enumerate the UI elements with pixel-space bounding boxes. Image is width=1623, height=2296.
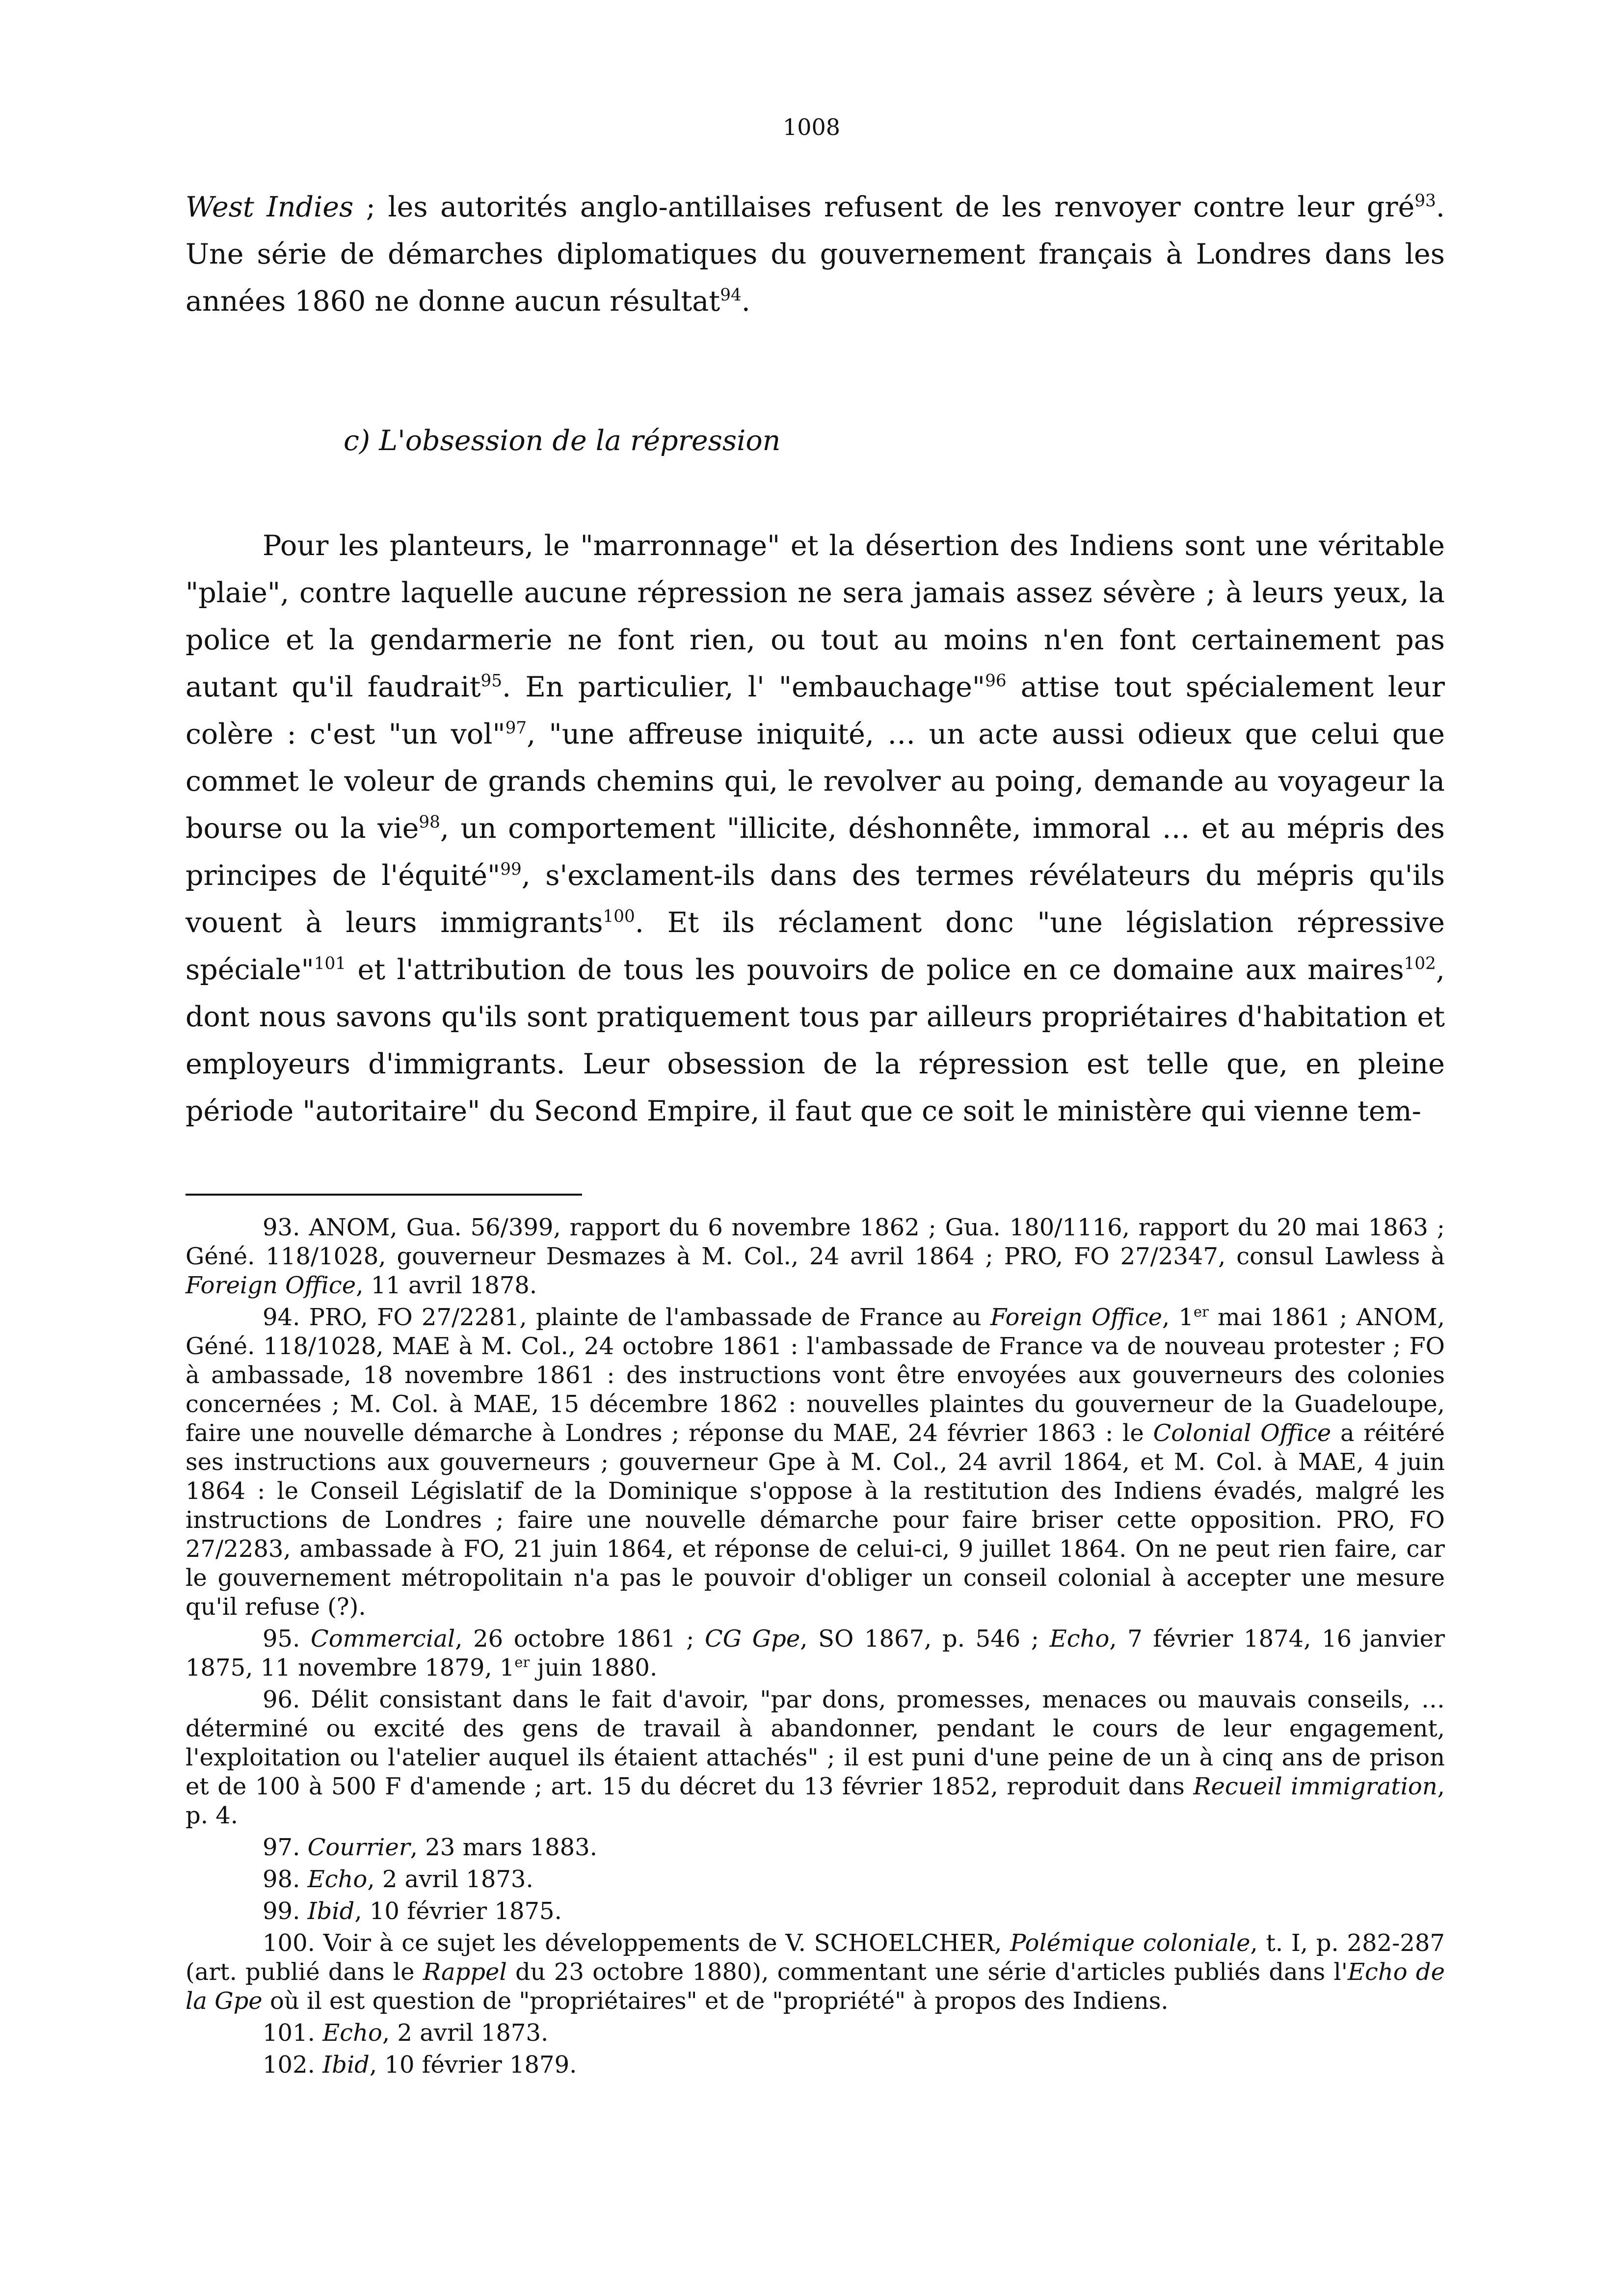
body-span: Pour les planteurs, le "marronnage" et la désertion des Indiens sont une véritable "plaie", contre laquelle aucune répression ne sera jamais assez sévère ; à leurs yeux, la police et la gendarmerie ne font rien, ou tout au moins n'en font certainement pas autant qu'il faudrait bbox=[186, 530, 1445, 703]
fn-italic: Recueil immigration bbox=[1193, 1773, 1437, 1800]
intro-span: . bbox=[741, 285, 750, 318]
body-paragraph bbox=[186, 522, 1445, 1135]
footnote-95 bbox=[186, 1625, 1445, 1682]
footnote-102 bbox=[186, 2051, 1445, 2080]
body-span: et l'attribution de tous les pouvoirs de police en ce domaine aux maires bbox=[346, 954, 1404, 986]
fn-italic: Foreign Office bbox=[990, 1304, 1162, 1331]
body-span: . En particulier, l' "embauchage" bbox=[502, 671, 985, 703]
fn-span: 100. Voir à ce sujet les développements de V. SCHOELCHER, bbox=[263, 1929, 1011, 1957]
intro-span: ; les autorités anglo-antillaises refusent de les renvoyer contre leur gré bbox=[353, 191, 1415, 223]
fn-span: , 10 février 1879. bbox=[369, 2051, 577, 2079]
section-heading: c) L'obsession de la répression bbox=[344, 425, 781, 457]
body-span: , dont nous savons qu'ils sont pratiquement tous par ailleurs propriétaires d'habitation et employeurs d'immigrants. Leur obsession de la répression est telle que, en pleine période "autoritaire" du Second Empire, il faut que ce soit le ministère qui vienne tem- bbox=[186, 954, 1445, 1127]
fn-italic: Ibid bbox=[322, 2051, 370, 2079]
fn-span: , 10 février 1875. bbox=[354, 1897, 562, 1925]
fn-span: 102. bbox=[263, 2051, 323, 2079]
fn-span: , 2 avril 1873. bbox=[367, 1866, 533, 1893]
fn-italic: Commercial bbox=[310, 1625, 455, 1653]
fn-italic: Polémique coloniale bbox=[1010, 1929, 1251, 1957]
fn-italic: Foreign Office bbox=[186, 1272, 356, 1299]
body-span: attise tout spécialement leur colère : c'est "un vol" bbox=[186, 671, 1445, 750]
footnote-96 bbox=[186, 1685, 1445, 1830]
fn-superscript: er bbox=[514, 1654, 530, 1671]
fn-span: , 2 avril 1873. bbox=[382, 2019, 549, 2047]
footnote-99 bbox=[186, 1897, 1445, 1926]
fn-span: où il est question de "propriétaires" et de "propriété" à propos des Indiens. bbox=[262, 1987, 1169, 2015]
footnote-separator bbox=[186, 1194, 582, 1196]
fn-span: juin 1880. bbox=[530, 1654, 658, 1682]
fn-span: 96. Délit consistant dans le fait d'avoir, "par dons, promesses, menaces ou mauvais conseils, … déterminé ou excité des gens de travail à abandonner, pendant le cours de leur engagement, l'exploitation ou l'atelier auquel ils étaient attachés" ; il est puni d'une peine de un à cinq ans de prison et de 100 à 500 F d'amende ; art. 15 du décret du 13 février 1852, reproduit dans bbox=[186, 1686, 1445, 1800]
fn-italic: Ibid bbox=[307, 1897, 355, 1925]
footnote-ref-95: 95 bbox=[480, 671, 503, 691]
intro-text bbox=[186, 184, 1445, 325]
fn-span: 98. bbox=[263, 1866, 308, 1893]
fn-span: 94. PRO, FO 27/2281, plainte de l'ambassade de France au bbox=[263, 1304, 990, 1331]
body-text bbox=[186, 522, 1445, 1135]
fn-italic: Colonial Office bbox=[1153, 1419, 1331, 1447]
footnote-ref-99: 99 bbox=[500, 859, 522, 880]
footnote-ref-94: 94 bbox=[720, 285, 742, 305]
footnote-93 bbox=[186, 1213, 1445, 1300]
fn-span: 97. bbox=[263, 1834, 308, 1861]
fn-italic: Echo de la Gpe bbox=[186, 1958, 1445, 2015]
fn-span: 101. bbox=[263, 2019, 323, 2047]
intro-span: . Une série de démarches diplomatiques du gouvernement français à Londres dans les années 1860 ne donne aucun résultat bbox=[186, 191, 1445, 318]
footnote-ref-101: 101 bbox=[314, 954, 346, 974]
footnote-ref-102: 102 bbox=[1404, 954, 1436, 974]
fn-span: a réitéré ses instructions aux gouverneurs ; gouverneur Gpe à M. Col., 24 avril 1864, et M. Col. à MAE, 4 juin 1864 : le Conseil Législatif de la Dominique s'oppose à la restitution des Indiens évadés, malgré les instructions de Londres ; faire une nouvelle démarche pour faire briser cette opposition. PRO, FO 27/2283, ambassade à FO, 21 juin 1864, et réponse de celui-ci, 9 juillet 1864. On ne peut rien faire, car le gouvernement métropolitain n'a pas le pouvoir d'obliger un conseil colonial à accepter une mesure qu'il refuse (?). bbox=[186, 1419, 1445, 1621]
fn-span: 93. ANOM, Gua. 56/399, rapport du 6 novembre 1862 ; Gua. 180/1116, rapport du 20 mai 1863 ; Géné. 118/1028, gouverneur Desmazes à M. Col., 24 avril 1864 ; PRO, FO 27/2347, consul Lawless à bbox=[186, 1214, 1445, 1270]
footnote-ref-97: 97 bbox=[505, 718, 527, 738]
fn-span: mai 1861 ; ANOM, Géné. 118/1028, MAE à M. Col., 24 octobre 1861 : l'ambassade de France va de nouveau protester ; FO à ambassade, 18 novembre 1861 : des instructions vont être envoyées aux gouverneurs des colonies concernées ; M. Col. à MAE, 15 décembre 1862 : nouvelles plaintes du gouverneur de la Guadeloupe, faire une nouvelle démarche à Londres ; réponse du MAE, 24 février 1863 : le bbox=[186, 1304, 1445, 1447]
footnote-ref-96: 96 bbox=[985, 671, 1007, 691]
intro-italic-west-indies: West Indies bbox=[186, 191, 354, 223]
fn-span: , t. I, p. 282-287 (art. publié dans le bbox=[186, 1929, 1445, 1986]
footnote-100 bbox=[186, 1929, 1445, 2016]
fn-span: , SO 1867, p. 546 ; bbox=[800, 1625, 1050, 1653]
footnote-101 bbox=[186, 2019, 1445, 2048]
body-span: , s'exclament-ils dans des termes révélateurs du mépris qu'ils vouent à leurs immigrants bbox=[186, 859, 1445, 939]
fn-span: , 7 février 1874, 16 janvier 1875, 11 novembre 1879, 1 bbox=[186, 1625, 1445, 1682]
footnote-98 bbox=[186, 1865, 1445, 1894]
fn-span: 95. bbox=[263, 1625, 311, 1653]
footnote-ref-93: 93 bbox=[1414, 191, 1436, 211]
footnotes bbox=[186, 1213, 1445, 2082]
fn-span: du 23 octobre 1880), commentant une série d'articles publiés dans l' bbox=[506, 1958, 1348, 1986]
body-span: , un comportement "illicite, déshonnête, immoral … et au mépris des principes de l'équité" bbox=[186, 812, 1445, 892]
fn-span: , 26 octobre 1861 ; bbox=[455, 1625, 705, 1653]
fn-span: , 11 avril 1878. bbox=[356, 1272, 537, 1299]
fn-italic: Echo bbox=[1049, 1625, 1110, 1653]
fn-italic: Courrier bbox=[307, 1834, 410, 1861]
fn-span: 99. bbox=[263, 1897, 308, 1925]
body-span: , "une affreuse iniquité, … un acte aussi odieux que celui que commet le voleur de grands chemins qui, le revolver au poing, demande au voyageur la bourse ou la vie bbox=[186, 718, 1445, 845]
fn-italic: Echo bbox=[322, 2019, 382, 2047]
footnote-ref-100: 100 bbox=[603, 907, 635, 927]
footnote-94 bbox=[186, 1303, 1445, 1622]
fn-span: , 23 mars 1883. bbox=[410, 1834, 597, 1861]
footnote-ref-98: 98 bbox=[419, 812, 440, 832]
fn-italic: Echo bbox=[307, 1866, 368, 1893]
fn-span: , 1 bbox=[1162, 1304, 1194, 1331]
fn-span: , p. 4. bbox=[186, 1773, 1445, 1829]
body-span: . Et ils réclament donc "une législation répressive spéciale" bbox=[186, 907, 1445, 986]
page-number: 1008 bbox=[782, 114, 841, 140]
intro-paragraph bbox=[186, 184, 1445, 325]
fn-italic: CG Gpe bbox=[705, 1625, 800, 1653]
footnote-97 bbox=[186, 1833, 1445, 1862]
fn-italic: Rappel bbox=[423, 1958, 507, 1986]
fn-superscript: er bbox=[1194, 1303, 1209, 1320]
